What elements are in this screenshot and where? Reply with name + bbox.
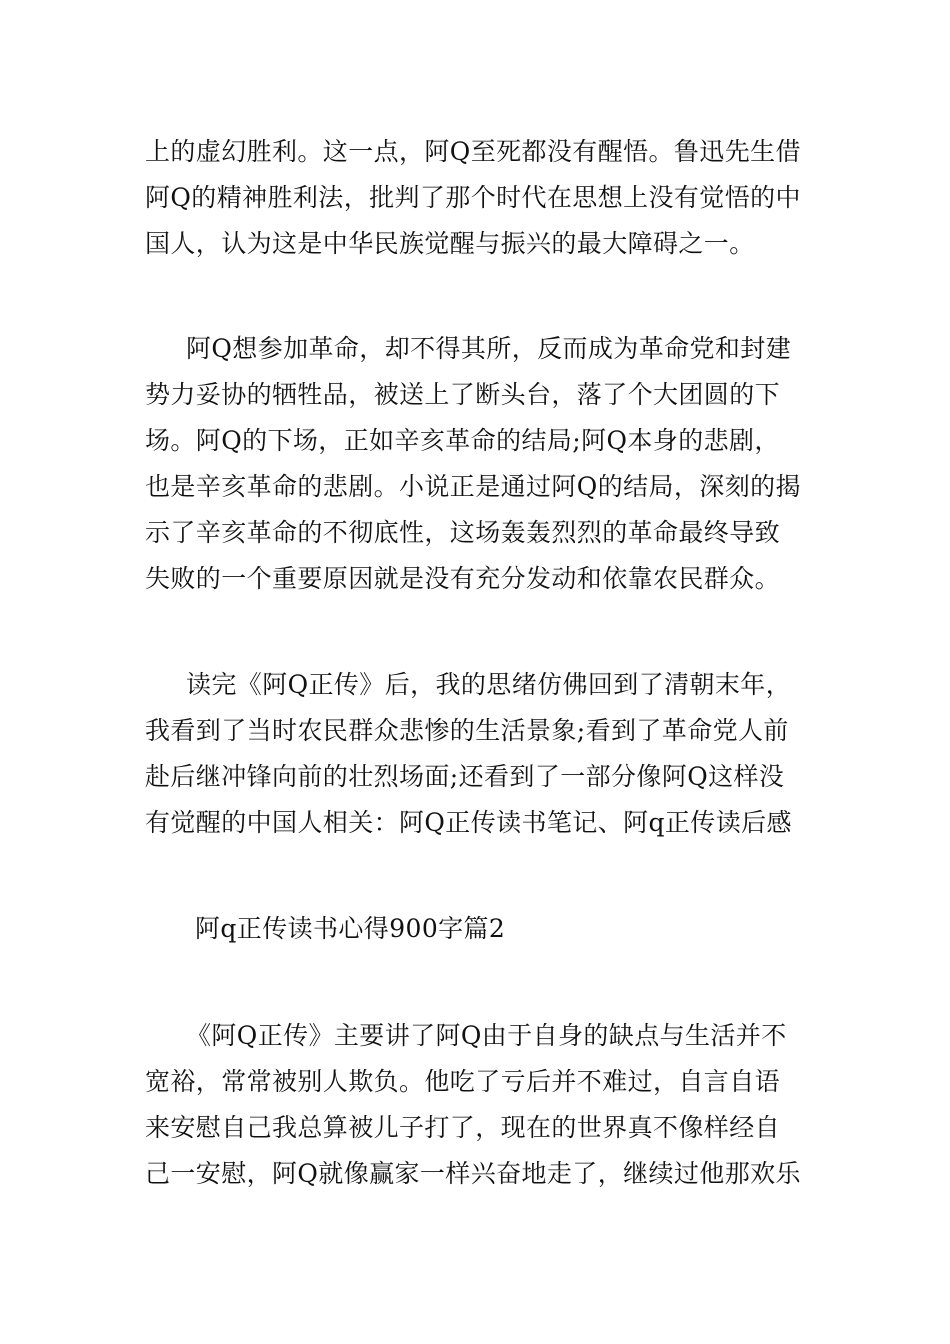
paragraph-2-line-1: 阿Q想参加革命，却不得其所，反而成为革命党和封建 [186, 334, 792, 363]
paragraph-5-line-2: 宽裕，常常被别人欺负。他吃了亏后并不难过，自言自语 [145, 1067, 781, 1096]
paragraph-5-line-3: 来安慰自己我总算被儿子打了，现在的世界真不像样经自 [145, 1113, 781, 1142]
paragraph-5-line-4: 己一安慰，阿Q就像赢家一样兴奋地走了，继续过他那欢乐 [145, 1159, 801, 1188]
paragraph-2-line-6: 失败的一个重要原因就是没有充分发动和依靠农民群众。 [145, 564, 781, 593]
section-heading: 阿q正传读书心得900字篇2 [195, 914, 506, 943]
paragraph-1-line-1: 上的虚幻胜利。这一点，阿Q至死都没有醒悟。鲁迅先生借 [145, 137, 801, 166]
paragraph-2-line-4: 也是辛亥革命的悲剧。小说正是通过阿Q的结局，深刻的揭 [145, 472, 801, 501]
paragraph-2-line-5: 示了辛亥革命的不彻底性，这场轰轰烈烈的革命最终导致 [145, 518, 781, 547]
paragraph-3-line-4: 有觉醒的中国人相关：阿Q正传读书笔记、阿q正传读后感 [145, 808, 792, 837]
paragraph-3-line-2: 我看到了当时农民群众悲惨的生活景象;看到了革命党人前 [145, 716, 789, 745]
paragraph-2-line-2: 势力妥协的牺牲品，被送上了断头台，落了个大团圆的下 [145, 380, 781, 409]
paragraph-5-line-1: 《阿Q正传》主要讲了阿Q由于自身的缺点与生活并不 [186, 1021, 787, 1050]
paragraph-1-line-3: 国人，认为这是中华民族觉醒与振兴的最大障碍之一。 [145, 229, 755, 258]
paragraph-3-line-3: 赴后继冲锋向前的壮烈场面;还看到了一部分像阿Q这样没 [145, 762, 785, 791]
paragraph-2-line-3: 场。阿Q的下场，正如辛亥革命的结局;阿Q本身的悲剧， [145, 426, 780, 455]
paragraph-3-line-1: 读完《阿Q正传》后，我的思绪仿佛回到了清朝末年， [186, 670, 792, 699]
paragraph-1-line-2: 阿Q的精神胜利法，批判了那个时代在思想上没有觉悟的中 [145, 183, 801, 212]
